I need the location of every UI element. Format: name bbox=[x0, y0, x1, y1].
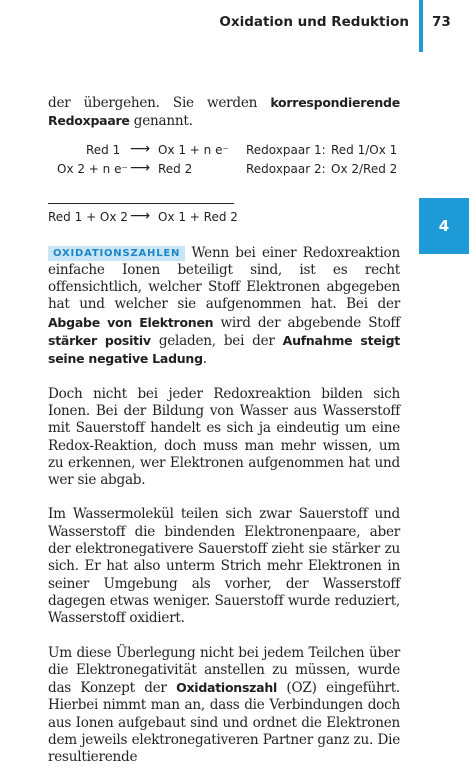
chapter-tab-number: 4 bbox=[438, 217, 450, 235]
eq2-pair-value: Ox 2/Red 2 bbox=[331, 161, 398, 176]
keyword-badge: OXIDATIONSZAHLEN bbox=[48, 246, 185, 261]
redox-equations bbox=[48, 137, 400, 225]
eq2-pair-label: Redoxpaar 2: bbox=[246, 161, 326, 176]
paragraph-3: Im Wassermolekül teilen sich zwar Sauerstoff und Wasserstoff die bindenden Elektronenpaare, aber der elektronegativere Sauerstoff zieht sie stärker zu sich. Er hat also unterm Strich mehr Elektronen in seiner Umgebung als vorher, der Wasserstoff dagegen etwas weniger. Sauerstoff wurde reduziert, Wasserstoff oxidiert. bbox=[48, 506, 400, 627]
page-number: 73 bbox=[432, 14, 451, 30]
p1-term-1: Abgabe von Elektronen bbox=[48, 314, 214, 330]
chapter-tab bbox=[419, 198, 469, 254]
oxidationszahlen-paragraph-1 bbox=[48, 245, 400, 369]
eq2-arrow: ⟶ bbox=[130, 159, 151, 176]
eq1-left: Red 1 bbox=[86, 142, 121, 157]
paragraph-4 bbox=[48, 645, 400, 767]
p1-text-1: Wenn bei einer Redoxreaktion einfache Ionen beteiligt sind, ist es recht offensichtlich, welcher Stoff Elektronen abgegeben hat und welcher sie aufgenommen hat. Bei der bbox=[48, 244, 400, 313]
equation-sum-rule bbox=[48, 203, 234, 204]
p4-term-1: Oxidationszahl bbox=[176, 680, 278, 696]
p1-text-3: geladen, bei der bbox=[150, 333, 283, 350]
eq2-left: Ox 2 + n e⁻ bbox=[57, 161, 128, 176]
p1-text-2: wird der abgebende Stoff bbox=[213, 314, 400, 331]
text-column bbox=[48, 94, 400, 767]
eq2-right: Red 2 bbox=[158, 161, 193, 176]
paragraph-2: Doch nicht bei jeder Redoxreaktion bilden sich Ionen. Bei der Bildung von Wasser aus Wasserstoff mit Sauerstoff handelt es sich ja eindeutig um eine Redox-Reaktion, doch muss man mehr wissen, um zu erkennen, wer Elektronen aufgenommen hat und wer sie abgab. bbox=[48, 385, 400, 489]
p1-term-3: Aufnahme steigt seine negative Ladung bbox=[48, 333, 401, 367]
eq1-pair-label: Redoxpaar 1: bbox=[246, 142, 326, 157]
intro-paragraph bbox=[48, 94, 400, 131]
eq-sum-right: Ox 1 + Red 2 bbox=[158, 209, 238, 224]
eq1-arrow: ⟶ bbox=[130, 140, 151, 157]
p4-text-1: Um diese Überlegung nicht bei jedem Teilchen über die Elektronegativität anstellen zu müssen, wurde das Konzept der bbox=[48, 644, 400, 697]
eq1-pair-value: Red 1/Ox 1 bbox=[331, 142, 398, 157]
intro-term: korrespondierende Redoxpaare bbox=[48, 95, 400, 129]
running-head: Oxidation und Reduktion bbox=[219, 14, 409, 30]
intro-text-1: der übergehen. Sie werden bbox=[48, 95, 271, 111]
eq1-right: Ox 1 + n e⁻ bbox=[158, 142, 229, 157]
eq-sum-arrow: ⟶ bbox=[130, 207, 151, 224]
p1-term-2: stärker positiv bbox=[48, 333, 151, 349]
p1-text-4: . bbox=[202, 351, 207, 368]
p4-text-2: (OZ) eingeführt. Hierbei nimmt man an, dass die Verbindungen doch aus Ionen aufgebaut sind und ordnet die Elektronen dem jeweils elektronegativeren Partner ganz zu. Die resultierende bbox=[48, 680, 400, 766]
intro-text-2: genannt. bbox=[129, 113, 193, 130]
header-rule bbox=[419, 0, 423, 52]
eq-sum-left: Red 1 + Ox 2 bbox=[48, 209, 128, 224]
